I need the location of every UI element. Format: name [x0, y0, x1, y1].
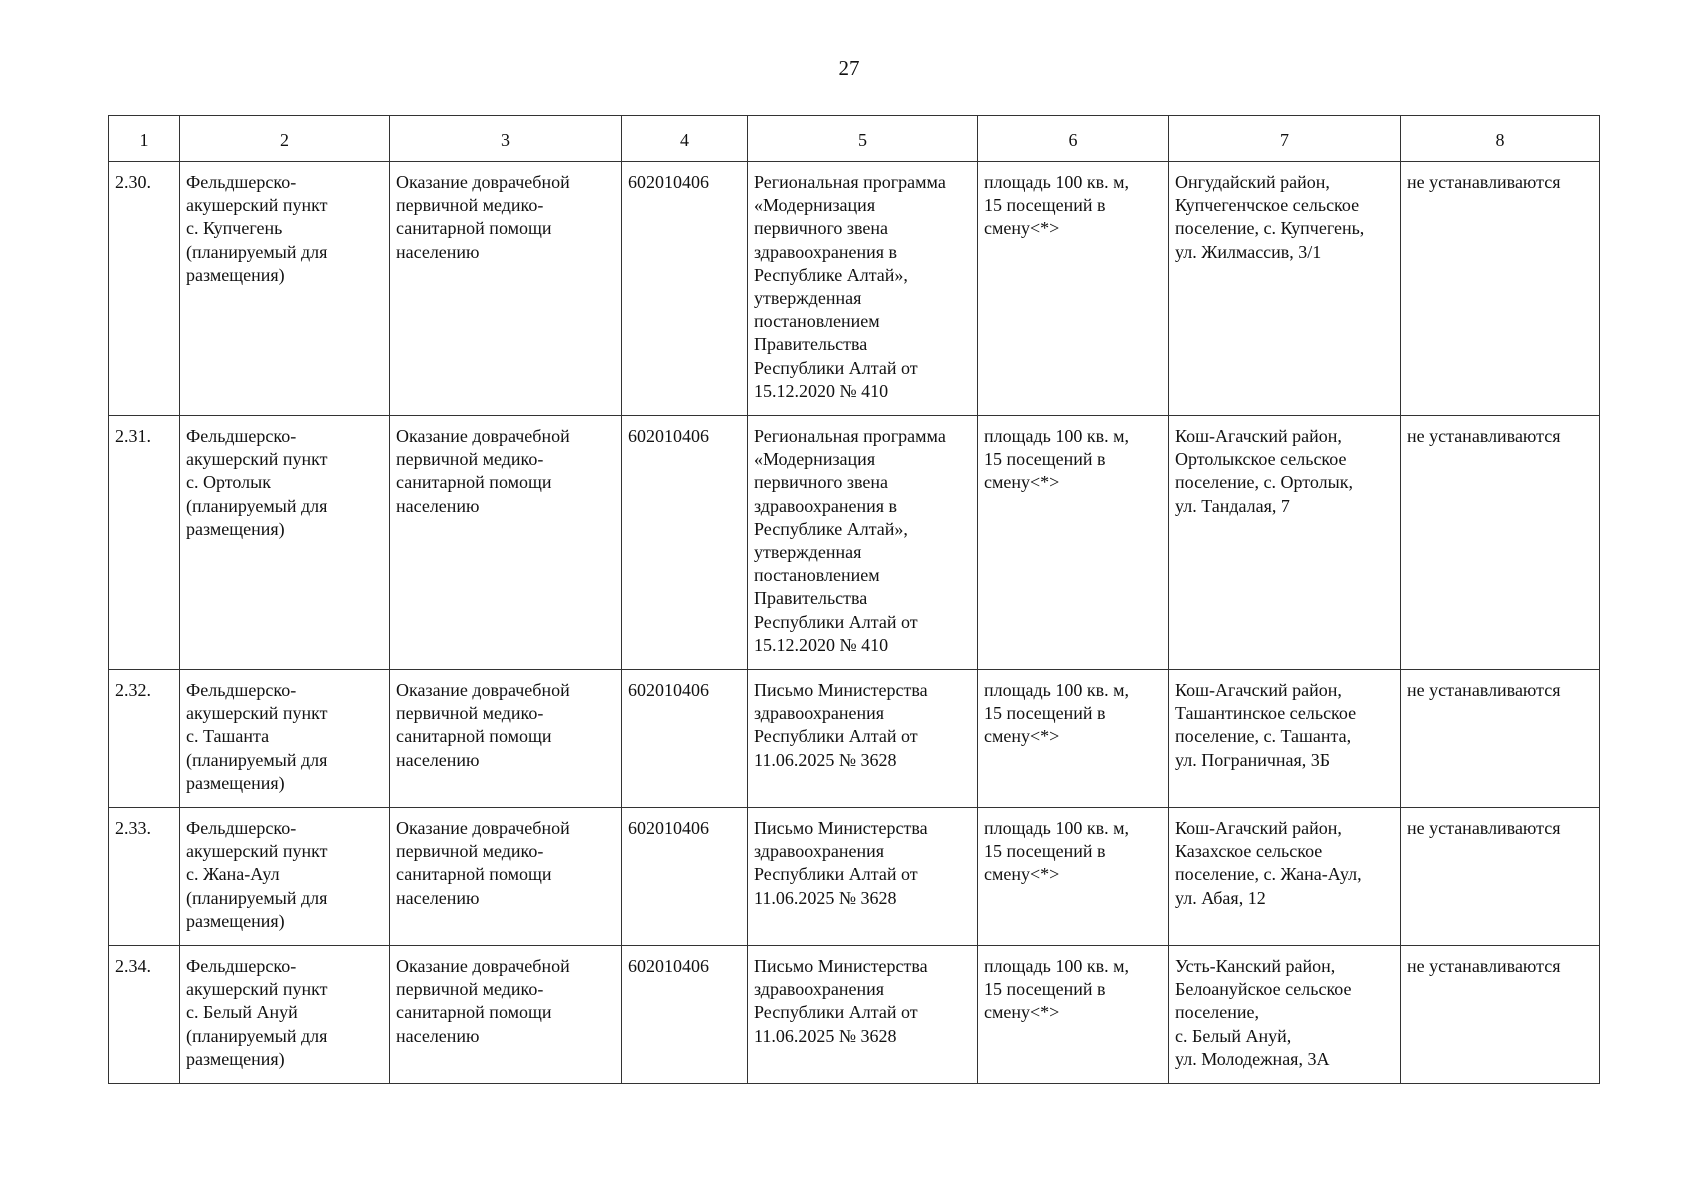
object-location	[1169, 162, 1401, 416]
object-basis	[748, 162, 978, 416]
object-name	[180, 416, 390, 670]
object-purpose	[390, 946, 622, 1084]
page-number: 27	[838, 56, 860, 80]
object-code: 602010406	[622, 808, 748, 946]
object-purpose-text: Оказание доврачебной первичной медико- санитарной помощи населению	[396, 426, 570, 516]
header-col-6: 6	[978, 116, 1169, 162]
object-name-text: Фельдшерско- акушерский пункт с. Купчегень (планируемый для размещения)	[186, 172, 328, 285]
object-basis	[748, 670, 978, 808]
object-location	[1169, 416, 1401, 670]
object-code: 602010406	[622, 946, 748, 1084]
object-purpose	[390, 808, 622, 946]
header-col-5: 5	[748, 116, 978, 162]
object-location-text: Онгудайский район, Купчегенчское сельское поселение, с. Купчегень, ул. Жилмассив, 3/1	[1175, 172, 1365, 262]
object-location-text: Усть-Канский район, Белоануйское сельское поселение, с. Белый Ануй, ул. Молодежная, 3А	[1175, 956, 1352, 1069]
table-row	[109, 946, 1600, 1084]
row-number: 2.32.	[109, 670, 180, 808]
object-purpose-text: Оказание доврачебной первичной медико- санитарной помощи населению	[396, 818, 570, 908]
object-purpose-text: Оказание доврачебной первичной медико- санитарной помощи населению	[396, 956, 570, 1046]
object-zones: не устанавливаются	[1401, 670, 1600, 808]
header-col-7: 7	[1169, 116, 1401, 162]
object-name-text: Фельдшерско- акушерский пункт с. Белый Ануй (планируемый для размещения)	[186, 956, 328, 1069]
object-zones: не устанавливаются	[1401, 416, 1600, 670]
objects-table	[108, 115, 1600, 1084]
object-zones: не устанавливаются	[1401, 808, 1600, 946]
object-location	[1169, 670, 1401, 808]
header-col-4: 4	[622, 116, 748, 162]
object-location-text: Кош-Агачский район, Ортолыкское сельское поселение, с. Ортолык, ул. Тандалая, 7	[1175, 426, 1353, 516]
object-location	[1169, 946, 1401, 1084]
object-name-text: Фельдшерско- акушерский пункт с. Ташанта (планируемый для размещения)	[186, 680, 328, 793]
table-row	[109, 162, 1600, 416]
object-purpose	[390, 670, 622, 808]
object-basis-text: Региональная программа «Модернизация первичного звена здравоохранения в Республике Алтай», утвержденная постановлением Правительства Республики Алтай от 15.12.2020 № 410	[754, 426, 946, 655]
header-col-3: 3	[390, 116, 622, 162]
object-characteristics	[978, 808, 1169, 946]
object-location	[1169, 808, 1401, 946]
object-characteristics	[978, 162, 1169, 416]
object-characteristics	[978, 670, 1169, 808]
header-row	[109, 116, 1600, 162]
object-name-text: Фельдшерско- акушерский пункт с. Ортолык (планируемый для размещения)	[186, 426, 328, 539]
table-row	[109, 808, 1600, 946]
object-basis	[748, 416, 978, 670]
object-basis	[748, 808, 978, 946]
table-header	[109, 116, 1600, 162]
object-basis-text: Письмо Министерства здравоохранения Республики Алтай от 11.06.2025 № 3628	[754, 818, 928, 908]
object-characteristics	[978, 416, 1169, 670]
object-zones: не устанавливаются	[1401, 162, 1600, 416]
object-characteristics-text: площадь 100 кв. м, 15 посещений в смену<*>	[984, 818, 1129, 885]
object-zones: не устанавливаются	[1401, 946, 1600, 1084]
object-name	[180, 670, 390, 808]
row-number: 2.33.	[109, 808, 180, 946]
object-code: 602010406	[622, 670, 748, 808]
object-basis-text: Письмо Министерства здравоохранения Республики Алтай от 11.06.2025 № 3628	[754, 680, 928, 770]
object-characteristics-text: площадь 100 кв. м, 15 посещений в смену<*>	[984, 426, 1129, 493]
object-name-text: Фельдшерско- акушерский пункт с. Жана-Аул (планируемый для размещения)	[186, 818, 328, 931]
object-characteristics	[978, 946, 1169, 1084]
object-characteristics-text: площадь 100 кв. м, 15 посещений в смену<*>	[984, 172, 1129, 239]
row-number: 2.31.	[109, 416, 180, 670]
header-col-8: 8	[1401, 116, 1600, 162]
object-purpose	[390, 162, 622, 416]
object-characteristics-text: площадь 100 кв. м, 15 посещений в смену<*>	[984, 956, 1129, 1023]
row-number: 2.30.	[109, 162, 180, 416]
object-code: 602010406	[622, 416, 748, 670]
object-characteristics-text: площадь 100 кв. м, 15 посещений в смену<*>	[984, 680, 1129, 747]
object-basis-text: Письмо Министерства здравоохранения Республики Алтай от 11.06.2025 № 3628	[754, 956, 928, 1046]
object-code: 602010406	[622, 162, 748, 416]
object-purpose	[390, 416, 622, 670]
header-col-1: 1	[109, 116, 180, 162]
table-row	[109, 670, 1600, 808]
table-row	[109, 416, 1600, 670]
object-basis	[748, 946, 978, 1084]
object-purpose-text: Оказание доврачебной первичной медико- санитарной помощи населению	[396, 680, 570, 770]
object-basis-text: Региональная программа «Модернизация первичного звена здравоохранения в Республике Алтай», утвержденная постановлением Правительства Республики Алтай от 15.12.2020 № 410	[754, 172, 946, 401]
row-number: 2.34.	[109, 946, 180, 1084]
object-name	[180, 808, 390, 946]
header-col-2: 2	[180, 116, 390, 162]
object-name	[180, 946, 390, 1084]
object-purpose-text: Оказание доврачебной первичной медико- санитарной помощи населению	[396, 172, 570, 262]
object-name	[180, 162, 390, 416]
object-location-text: Кош-Агачский район, Ташантинское сельское поселение, с. Ташанта, ул. Пограничная, 3Б	[1175, 680, 1357, 770]
object-location-text: Кош-Агачский район, Казахское сельское поселение, с. Жана-Аул, ул. Абая, 12	[1175, 818, 1362, 908]
